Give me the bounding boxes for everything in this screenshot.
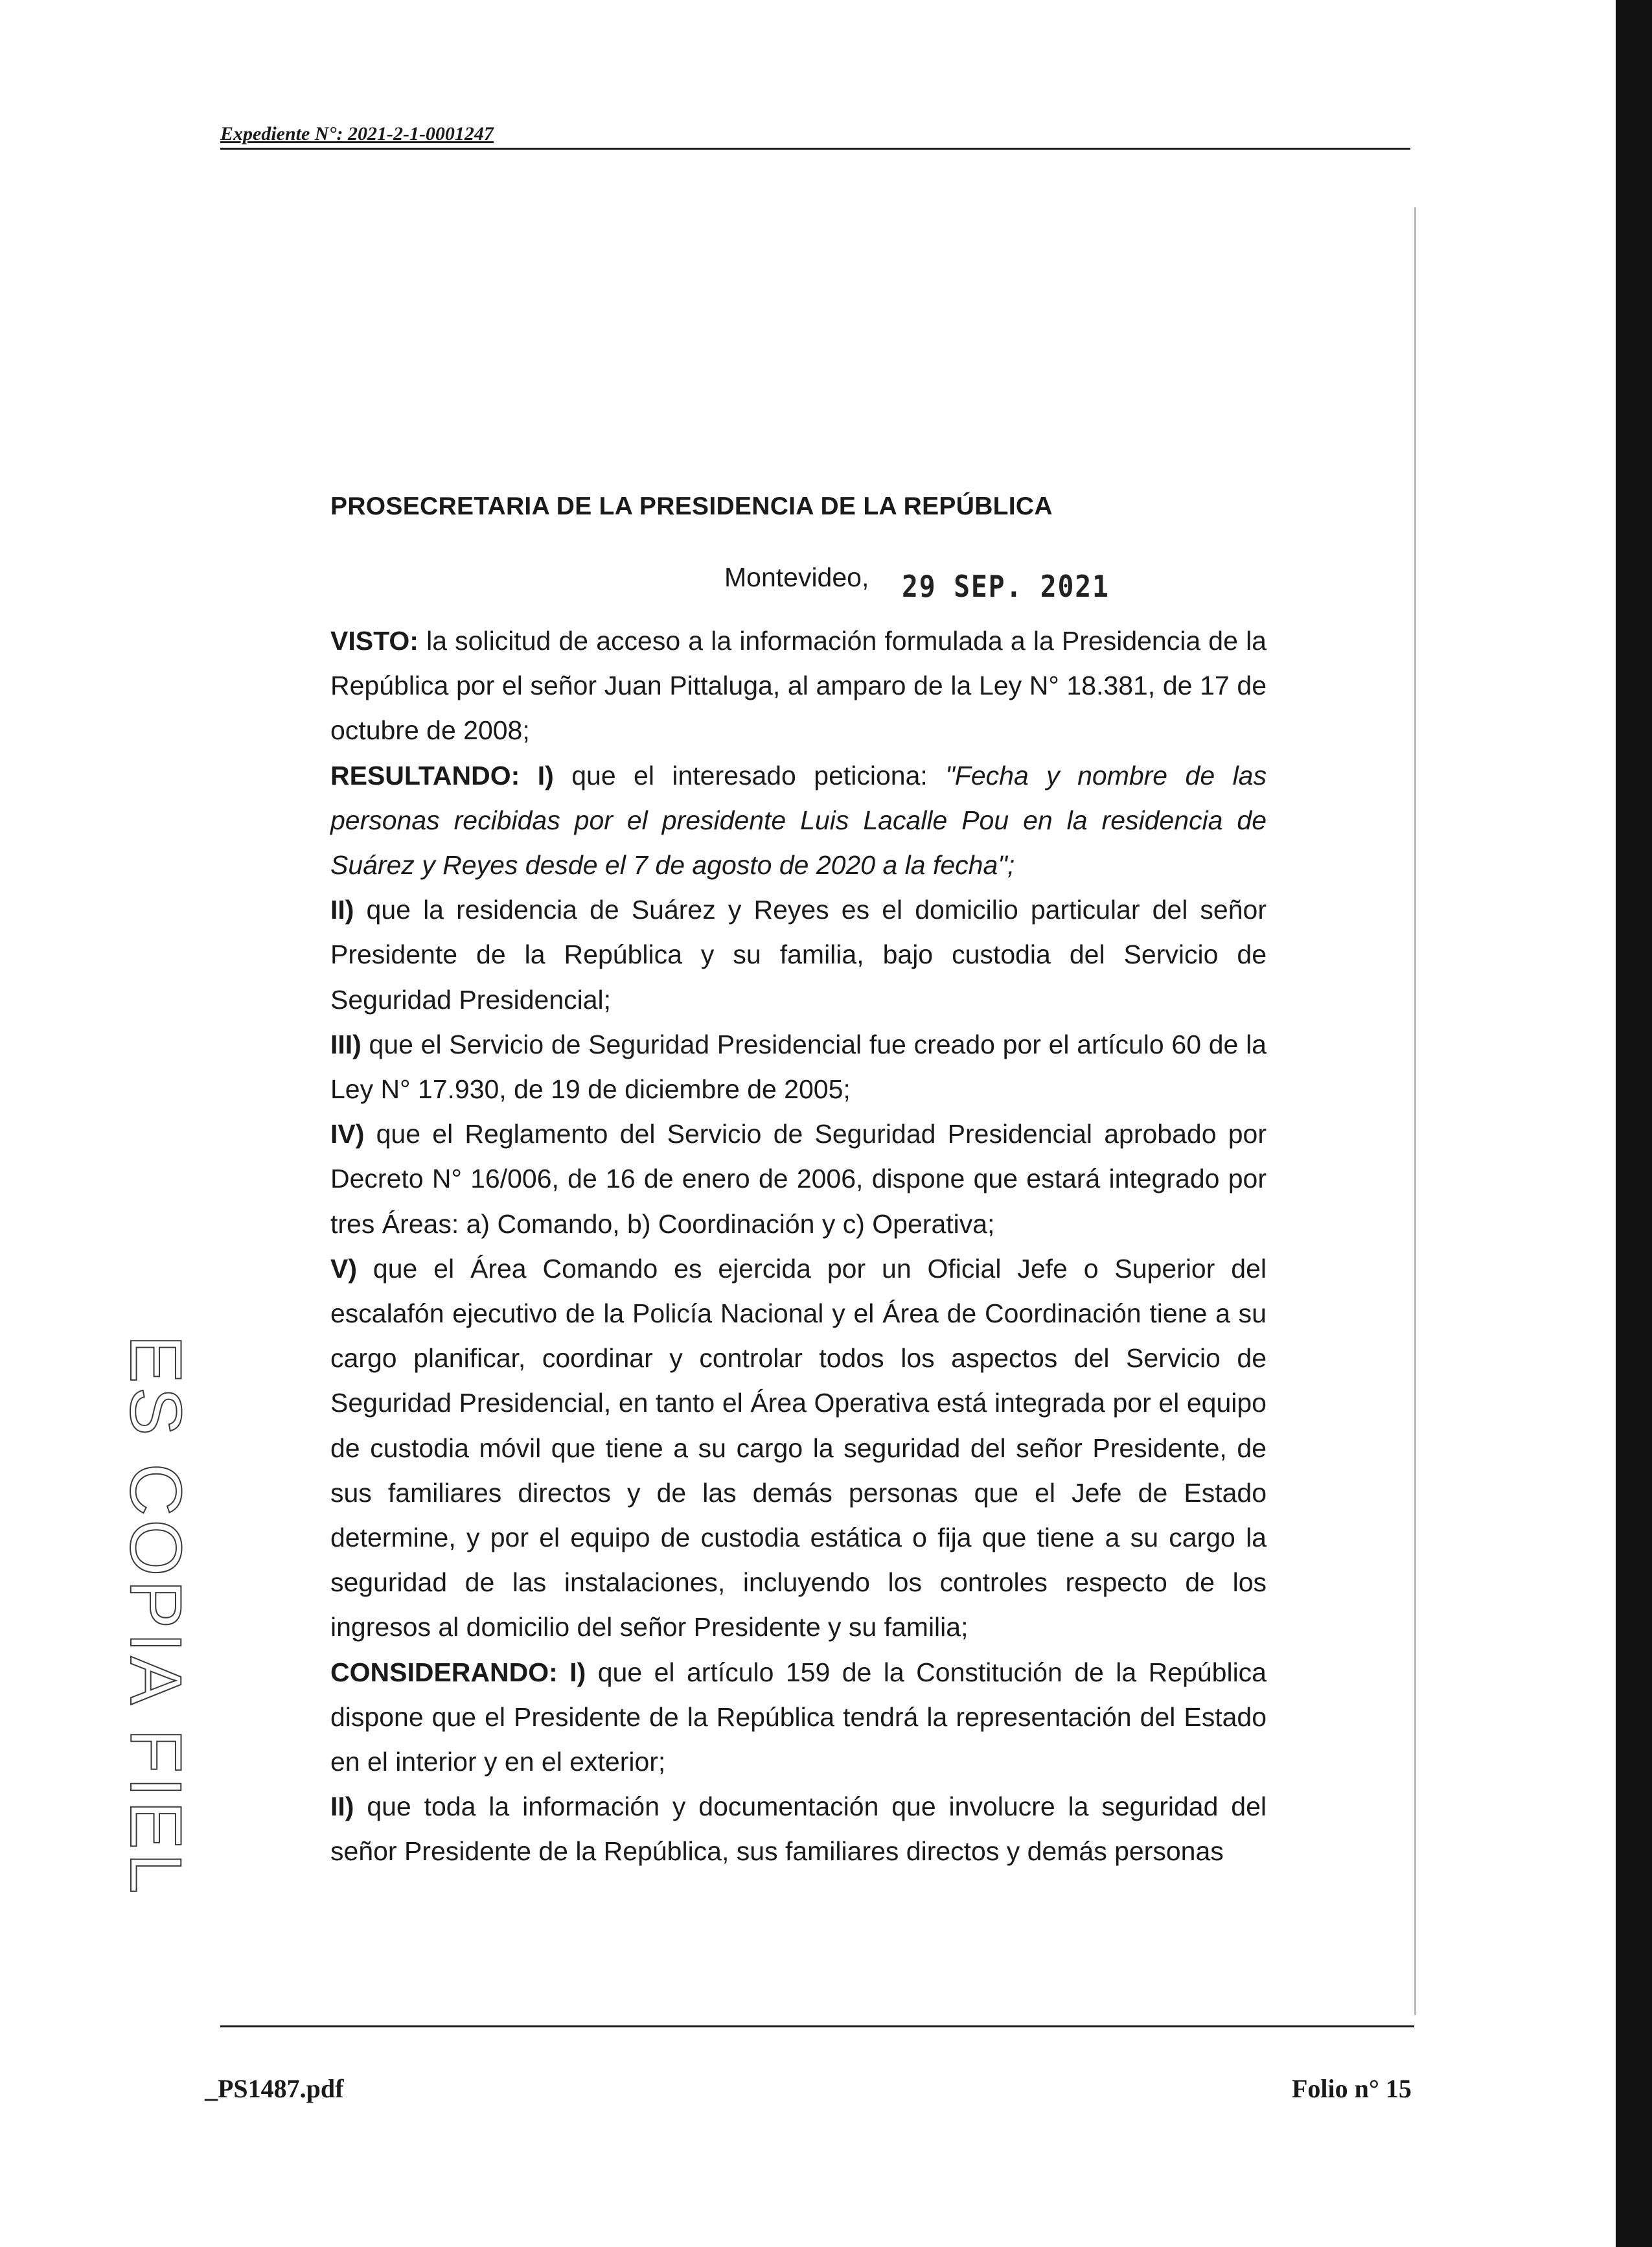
considerando-ii-text: que toda la información y documentación que involucre la seguridad del señor Presidente de la República, sus familiares directos y demás personas	[330, 1792, 1267, 1867]
visto-text: la solicitud de acceso a la información formulada a la Presidencia de la República por el señor Juan Pittaluga, al amparo de la Ley N° 18.381, de 17 de octubre de 2008;	[330, 626, 1267, 746]
considerando-label: CONSIDERANDO:	[330, 1657, 558, 1687]
iii-label: III)	[330, 1029, 361, 1059]
considerando-i-text: que el artículo 159 de la Constitución de la República dispone que el Presidente de la República tendrá la representación del Estado en el interior y en el exterior;	[330, 1657, 1267, 1777]
header-rule	[220, 148, 1410, 150]
paragraph-resultando-ii	[330, 888, 1267, 1022]
resultando-label: RESULTANDO:	[330, 760, 520, 790]
paragraph-resultando-v	[330, 1247, 1267, 1650]
scan-dark-edge	[1616, 0, 1652, 2247]
paragraph-considerando-ii	[330, 1784, 1267, 1874]
resultando-i-text: que el interesado peticiona:	[553, 760, 946, 790]
resultando-i-quote: "Fecha y nombre de las personas recibidas por el presidente Luis Lacalle Pou en la residencia de Suárez y Reyes desde el 7 de agosto de 2020 a la fecha";	[330, 760, 1267, 881]
document-title: PROSECRETARIA DE LA PRESIDENCIA DE LA REPÚBLICA	[330, 492, 1053, 520]
scan-border-line	[1414, 207, 1416, 2015]
expediente-header: Expediente N°: 2021-2-1-0001247	[220, 123, 494, 144]
ii-label: II)	[330, 895, 354, 925]
paragraph-considerando-i	[330, 1650, 1267, 1785]
considerando-i-label: I)	[569, 1657, 586, 1687]
footer-filename: _PS1487.pdf	[205, 2074, 344, 2103]
footer-rule	[220, 2025, 1414, 2027]
paragraph-resultando-iv	[330, 1112, 1267, 1247]
paragraph-resultando-iii	[330, 1022, 1267, 1112]
resultando-i-label: I)	[537, 760, 554, 790]
v-label: V)	[330, 1253, 357, 1284]
considerando-ii-label: II)	[330, 1792, 354, 1822]
footer-folio: Folio n° 15	[1292, 2074, 1412, 2103]
date-stamp: 29 SEP. 2021	[902, 569, 1110, 604]
v-text: que el Área Comando es ejercida por un Oficial Jefe o Superior del escalafón ejecutivo de la Policía Nacional y el Área de Coordinación tiene a su cargo planificar, coordinar y controlar todos los aspectos del Servicio de Seguridad Presidencial, en tanto el Área Operativa está integrada por el equipo de custodia móvil que tiene a su cargo la seguridad del señor Presidente, de sus familiares directos y de las demás personas que el Jefe de Estado determine, y por el equipo de custodia estática o fija que tiene a su cargo la seguridad de las instalaciones, incluyendo los controles respecto de los ingresos al domicilio del señor Presidente y su familia;	[330, 1253, 1267, 1642]
paragraph-resultando-i	[330, 754, 1267, 888]
iii-text: que el Servicio de Seguridad Presidencial fue creado por el artículo 60 de la Ley N° 17.930, de 19 de diciembre de 2005;	[330, 1029, 1267, 1105]
document-body	[330, 619, 1267, 1874]
iv-text: que el Reglamento del Servicio de Seguridad Presidencial aprobado por Decreto N° 16/006, de 16 de enero de 2006, dispone que estará integrado por tres Áreas: a) Comando, b) Coordinación y c) Operativa;	[330, 1119, 1267, 1239]
ii-text: que la residencia de Suárez y Reyes es el domicilio particular del señor Presidente de la República y su familia, bajo custodia del Servicio de Seguridad Presidencial;	[330, 895, 1267, 1015]
place-label: Montevideo,	[724, 562, 869, 592]
paragraph-visto	[330, 619, 1267, 754]
visto-label: VISTO:	[330, 626, 419, 656]
copia-fiel-stamp: ES COPIA FIEL	[115, 1335, 196, 1898]
iv-label: IV)	[330, 1119, 365, 1149]
